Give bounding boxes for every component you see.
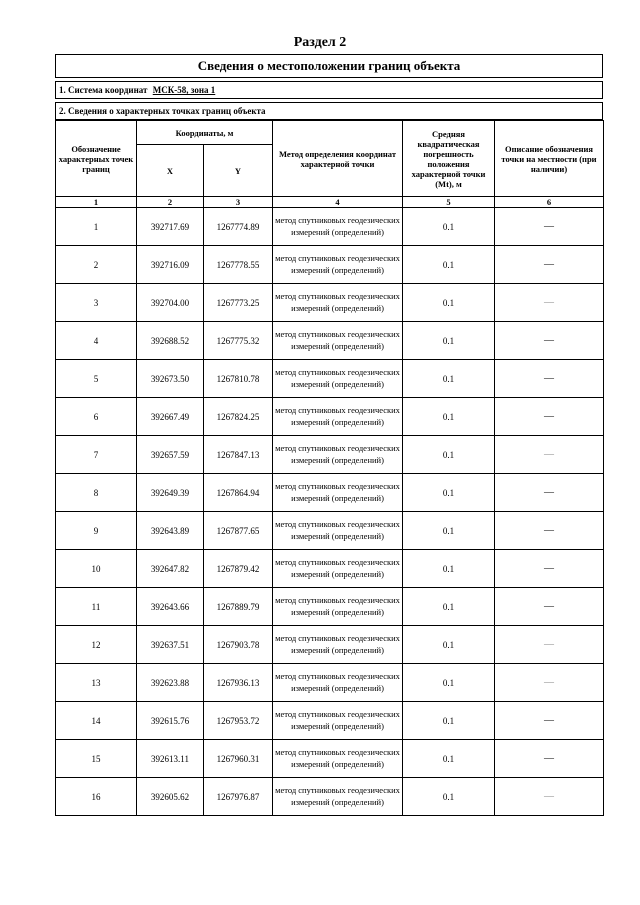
description-cell: — bbox=[495, 284, 604, 322]
description-cell: — bbox=[495, 398, 604, 436]
accuracy-cell: 0.1 bbox=[403, 284, 495, 322]
accuracy-cell: 0.1 bbox=[403, 398, 495, 436]
header-coordinates: Координаты, м bbox=[137, 121, 273, 145]
method-cell: метод спутниковых геодезических измерений (определений) bbox=[273, 284, 403, 322]
method-cell: метод спутниковых геодезических измерений (определений) bbox=[273, 778, 403, 816]
accuracy-cell: 0.1 bbox=[403, 360, 495, 398]
table-row bbox=[56, 360, 604, 398]
point-number-cell: 5 bbox=[56, 360, 137, 398]
header-accuracy: Средняя квадратическая погрешность положения характерной точки (Mt), м bbox=[403, 121, 495, 197]
method-cell: метод спутниковых геодезических измерений (определений) bbox=[273, 626, 403, 664]
section-title: Раздел 2 bbox=[293, 35, 347, 50]
point-number-cell: 15 bbox=[56, 740, 137, 778]
x-coordinate-cell: 392643.89 bbox=[137, 512, 204, 550]
description-cell: — bbox=[495, 778, 604, 816]
boundary-points-table bbox=[55, 120, 604, 816]
column-number: 2 bbox=[137, 197, 204, 208]
accuracy-cell: 0.1 bbox=[403, 778, 495, 816]
y-coordinate-cell: 1267847.13 bbox=[204, 436, 273, 474]
x-coordinate-cell: 392615.76 bbox=[137, 702, 204, 740]
accuracy-cell: 0.1 bbox=[403, 740, 495, 778]
table-row bbox=[56, 246, 604, 284]
x-coordinate-cell: 392716.09 bbox=[137, 246, 204, 284]
description-cell: — bbox=[495, 436, 604, 474]
header-description: Описание обозначения точки на местности (при наличии) bbox=[495, 121, 604, 197]
accuracy-cell: 0.1 bbox=[403, 550, 495, 588]
y-coordinate-cell: 1267889.79 bbox=[204, 588, 273, 626]
method-cell: метод спутниковых геодезических измерений (определений) bbox=[273, 322, 403, 360]
point-number-cell: 10 bbox=[56, 550, 137, 588]
description-cell: — bbox=[495, 702, 604, 740]
y-coordinate-cell: 1267877.65 bbox=[204, 512, 273, 550]
y-coordinate-cell: 1267773.25 bbox=[204, 284, 273, 322]
point-number-cell: 11 bbox=[56, 588, 137, 626]
point-number-cell: 14 bbox=[56, 702, 137, 740]
coordinate-system-label: 1. Система координат bbox=[59, 85, 148, 95]
point-number-cell: 6 bbox=[56, 398, 137, 436]
table-row bbox=[56, 702, 604, 740]
y-coordinate-cell: 1267775.32 bbox=[204, 322, 273, 360]
header-x: X bbox=[137, 145, 204, 197]
description-cell: — bbox=[495, 740, 604, 778]
x-coordinate-cell: 392667.49 bbox=[137, 398, 204, 436]
method-cell: метод спутниковых геодезических измерений (определений) bbox=[273, 474, 403, 512]
table-row bbox=[56, 588, 604, 626]
x-coordinate-cell: 392717.69 bbox=[137, 208, 204, 246]
document-title: Сведения о местоположении границ объекта bbox=[55, 54, 603, 78]
header-y: Y bbox=[204, 145, 273, 197]
y-coordinate-cell: 1267953.72 bbox=[204, 702, 273, 740]
y-coordinate-cell: 1267936.13 bbox=[204, 664, 273, 702]
y-coordinate-cell: 1267778.55 bbox=[204, 246, 273, 284]
accuracy-cell: 0.1 bbox=[403, 474, 495, 512]
method-cell: метод спутниковых геодезических измерений (определений) bbox=[273, 702, 403, 740]
document-body bbox=[55, 54, 603, 816]
point-number-cell: 4 bbox=[56, 322, 137, 360]
y-coordinate-cell: 1267810.78 bbox=[204, 360, 273, 398]
y-coordinate-cell: 1267774.89 bbox=[204, 208, 273, 246]
table-row bbox=[56, 626, 604, 664]
x-coordinate-cell: 392688.52 bbox=[137, 322, 204, 360]
points-caption: 2. Сведения о характерных точках границ объекта bbox=[55, 102, 603, 120]
method-cell: метод спутниковых геодезических измерений (определений) bbox=[273, 360, 403, 398]
table-row bbox=[56, 512, 604, 550]
column-number: 5 bbox=[403, 197, 495, 208]
y-coordinate-cell: 1267864.94 bbox=[204, 474, 273, 512]
description-cell: — bbox=[495, 664, 604, 702]
y-coordinate-cell: 1267976.87 bbox=[204, 778, 273, 816]
table-row bbox=[56, 740, 604, 778]
method-cell: метод спутниковых геодезических измерений (определений) bbox=[273, 436, 403, 474]
coordinate-system-value: МСК-58, зона 1 bbox=[152, 85, 216, 95]
coordinate-system-line bbox=[55, 81, 603, 99]
table-row bbox=[56, 474, 604, 512]
table-row bbox=[56, 284, 604, 322]
column-number-row bbox=[56, 197, 604, 208]
table-row bbox=[56, 398, 604, 436]
method-cell: метод спутниковых геодезических измерений (определений) bbox=[273, 208, 403, 246]
point-number-cell: 7 bbox=[56, 436, 137, 474]
method-cell: метод спутниковых геодезических измерений (определений) bbox=[273, 740, 403, 778]
accuracy-cell: 0.1 bbox=[403, 702, 495, 740]
header-point-designation: Обозначение характерных точек границ bbox=[56, 121, 137, 197]
column-number: 4 bbox=[273, 197, 403, 208]
description-cell: — bbox=[495, 322, 604, 360]
point-number-cell: 12 bbox=[56, 626, 137, 664]
column-number: 1 bbox=[56, 197, 137, 208]
x-coordinate-cell: 392613.11 bbox=[137, 740, 204, 778]
description-cell: — bbox=[495, 360, 604, 398]
point-number-cell: 16 bbox=[56, 778, 137, 816]
table-row bbox=[56, 436, 604, 474]
table-row bbox=[56, 322, 604, 360]
description-cell: — bbox=[495, 626, 604, 664]
accuracy-cell: 0.1 bbox=[403, 246, 495, 284]
accuracy-cell: 0.1 bbox=[403, 664, 495, 702]
accuracy-cell: 0.1 bbox=[403, 512, 495, 550]
description-cell: — bbox=[495, 474, 604, 512]
header-method: Метод определения координат характерной точки bbox=[273, 121, 403, 197]
column-number: 3 bbox=[204, 197, 273, 208]
y-coordinate-cell: 1267879.42 bbox=[204, 550, 273, 588]
description-cell: — bbox=[495, 550, 604, 588]
method-cell: метод спутниковых геодезических измерений (определений) bbox=[273, 588, 403, 626]
point-number-cell: 1 bbox=[56, 208, 137, 246]
method-cell: метод спутниковых геодезических измерений (определений) bbox=[273, 398, 403, 436]
description-cell: — bbox=[495, 208, 604, 246]
x-coordinate-cell: 392673.50 bbox=[137, 360, 204, 398]
x-coordinate-cell: 392643.66 bbox=[137, 588, 204, 626]
description-cell: — bbox=[495, 512, 604, 550]
method-cell: метод спутниковых геодезических измерений (определений) bbox=[273, 664, 403, 702]
point-number-cell: 8 bbox=[56, 474, 137, 512]
accuracy-cell: 0.1 bbox=[403, 436, 495, 474]
accuracy-cell: 0.1 bbox=[403, 626, 495, 664]
table-row bbox=[56, 778, 604, 816]
accuracy-cell: 0.1 bbox=[403, 322, 495, 360]
method-cell: метод спутниковых геодезических измерений (определений) bbox=[273, 246, 403, 284]
column-number: 6 bbox=[495, 197, 604, 208]
x-coordinate-cell: 392704.00 bbox=[137, 284, 204, 322]
y-coordinate-cell: 1267824.25 bbox=[204, 398, 273, 436]
table-row bbox=[56, 208, 604, 246]
y-coordinate-cell: 1267903.78 bbox=[204, 626, 273, 664]
method-cell: метод спутниковых геодезических измерений (определений) bbox=[273, 550, 403, 588]
x-coordinate-cell: 392605.62 bbox=[137, 778, 204, 816]
point-number-cell: 9 bbox=[56, 512, 137, 550]
accuracy-cell: 0.1 bbox=[403, 208, 495, 246]
accuracy-cell: 0.1 bbox=[403, 588, 495, 626]
x-coordinate-cell: 392657.59 bbox=[137, 436, 204, 474]
x-coordinate-cell: 392637.51 bbox=[137, 626, 204, 664]
point-number-cell: 13 bbox=[56, 664, 137, 702]
x-coordinate-cell: 392623.88 bbox=[137, 664, 204, 702]
point-number-cell: 3 bbox=[56, 284, 137, 322]
x-coordinate-cell: 392647.82 bbox=[137, 550, 204, 588]
description-cell: — bbox=[495, 246, 604, 284]
description-cell: — bbox=[495, 588, 604, 626]
point-number-cell: 2 bbox=[56, 246, 137, 284]
method-cell: метод спутниковых геодезических измерений (определений) bbox=[273, 512, 403, 550]
table-row bbox=[56, 550, 604, 588]
y-coordinate-cell: 1267960.31 bbox=[204, 740, 273, 778]
x-coordinate-cell: 392649.39 bbox=[137, 474, 204, 512]
table-row bbox=[56, 664, 604, 702]
